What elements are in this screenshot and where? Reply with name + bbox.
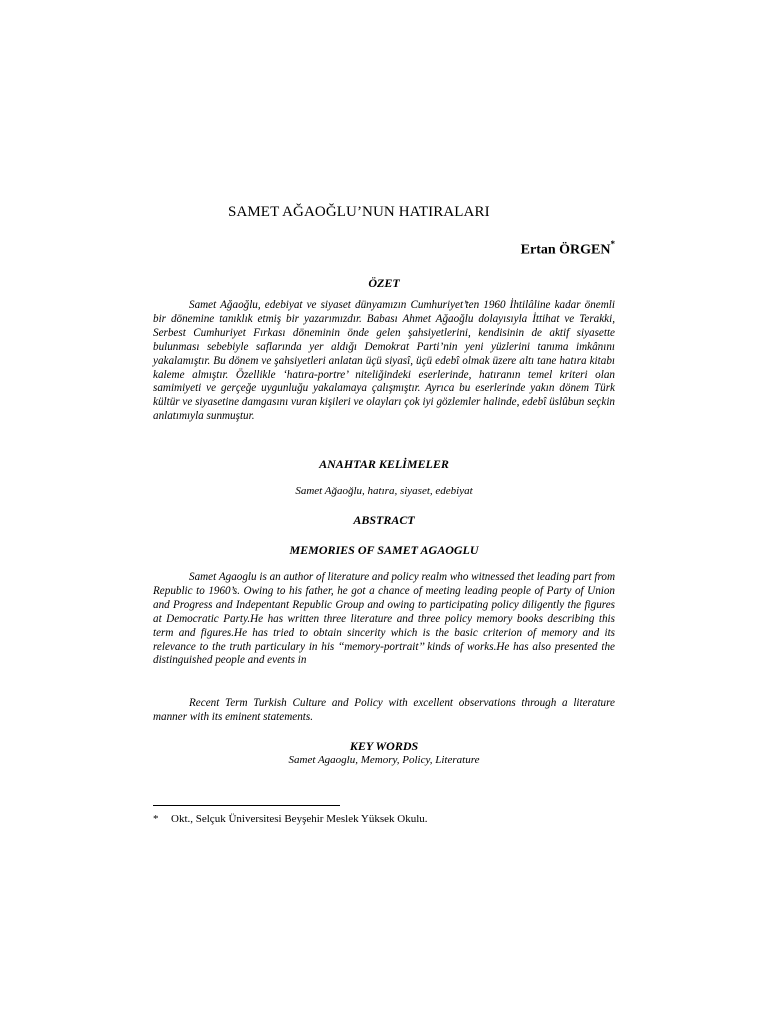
- footnote-rule: [153, 805, 340, 806]
- author-name: [521, 240, 615, 259]
- footnote-mark: *: [153, 813, 159, 825]
- anahtar-kelimeler-text: Samet Ağaoğlu, hatıra, siyaset, edebiyat: [295, 485, 473, 497]
- page-title: SAMET AĞAOĞLU’NUN HATIRALARI: [228, 204, 490, 220]
- ozet-paragraph: Samet Ağaoğlu, edebiyat ve siyaset dünyamızın Cumhuriyet’ten 1960 İhtilâline kadar önemli bir dönemine tanıklık etmiş bir yazarımızdır. Babası Ahmet Ağaoğlu dolayısıyla İttihat ve Terakki, Serbest Cumhuriyet Fırkası döneminin önde gelen şahsiyetlerini, kendisinin de aktif siyasette bulunması sebebiyle saflarında yer aldığı Demokrat Parti’nin yeni yüzlerini tanıma imkânını yakalamıştır. Bu dönem ve şahsiyetleri anlatan üçü siyasî, üçü edebî olmak üzere altı tane hatıra kitabı kaleme almıştır. Özellikle ‘hatıra-portre’ niteliğindeki eserlerinde, hatıranın temel kriteri olan samimiyeti ve gerçeğe uygunluğu yakalamaya çalışmıştır. Ayrıca bu eserlerinde yakın dönem Türk kültür ve siyasetine damgasını vuran kişileri ve olayları çok iyi gözlemler halinde, edebî üslûbun seçkin anlatımıyla sunmuştur.: [153, 299, 615, 423]
- anahtar-kelimeler-heading: ANAHTAR KELİMELER: [319, 457, 449, 471]
- key-words-text: Samet Agaoglu, Memory, Policy, Literature: [288, 754, 480, 766]
- abstract-paragraph-2: Recent Term Turkish Culture and Policy with excellent observations through a literature manner with its eminent statements.: [153, 697, 615, 723]
- key-words-heading: KEY WORDS: [349, 739, 419, 753]
- footnote: [153, 813, 428, 825]
- ozet-heading: ÖZET: [368, 276, 400, 290]
- author-footnote-mark: *: [610, 239, 615, 249]
- author-name-text: Ertan ÖRGEN: [520, 242, 611, 258]
- abstract-paragraph-1: Samet Agaoglu is an author of literature and policy realm who witnessed thet leading part from Republic to 1960’s. Owing to his father, he got a chance of meeting leading people of Party of Union and Progress and Indepentant Republic Group and owing to participating policy diligently the figures at Democratic Party.He has written three literature and three policy memory books describing this term and figures.He has tried to obtain sincerity which is the basic criterion of memory and its relevance to the truth particulary in his ‘‘memory-portrait’’ kinds of works.He has also presented the distinguished people and events in: [153, 571, 615, 667]
- abstract-subtitle: MEMORIES OF SAMET AGAOGLU: [289, 543, 479, 557]
- footnote-text: Okt., Selçuk Üniversitesi Beyşehir Meslek Yüksek Okulu.: [171, 813, 428, 825]
- abstract-heading: ABSTRACT: [353, 513, 415, 527]
